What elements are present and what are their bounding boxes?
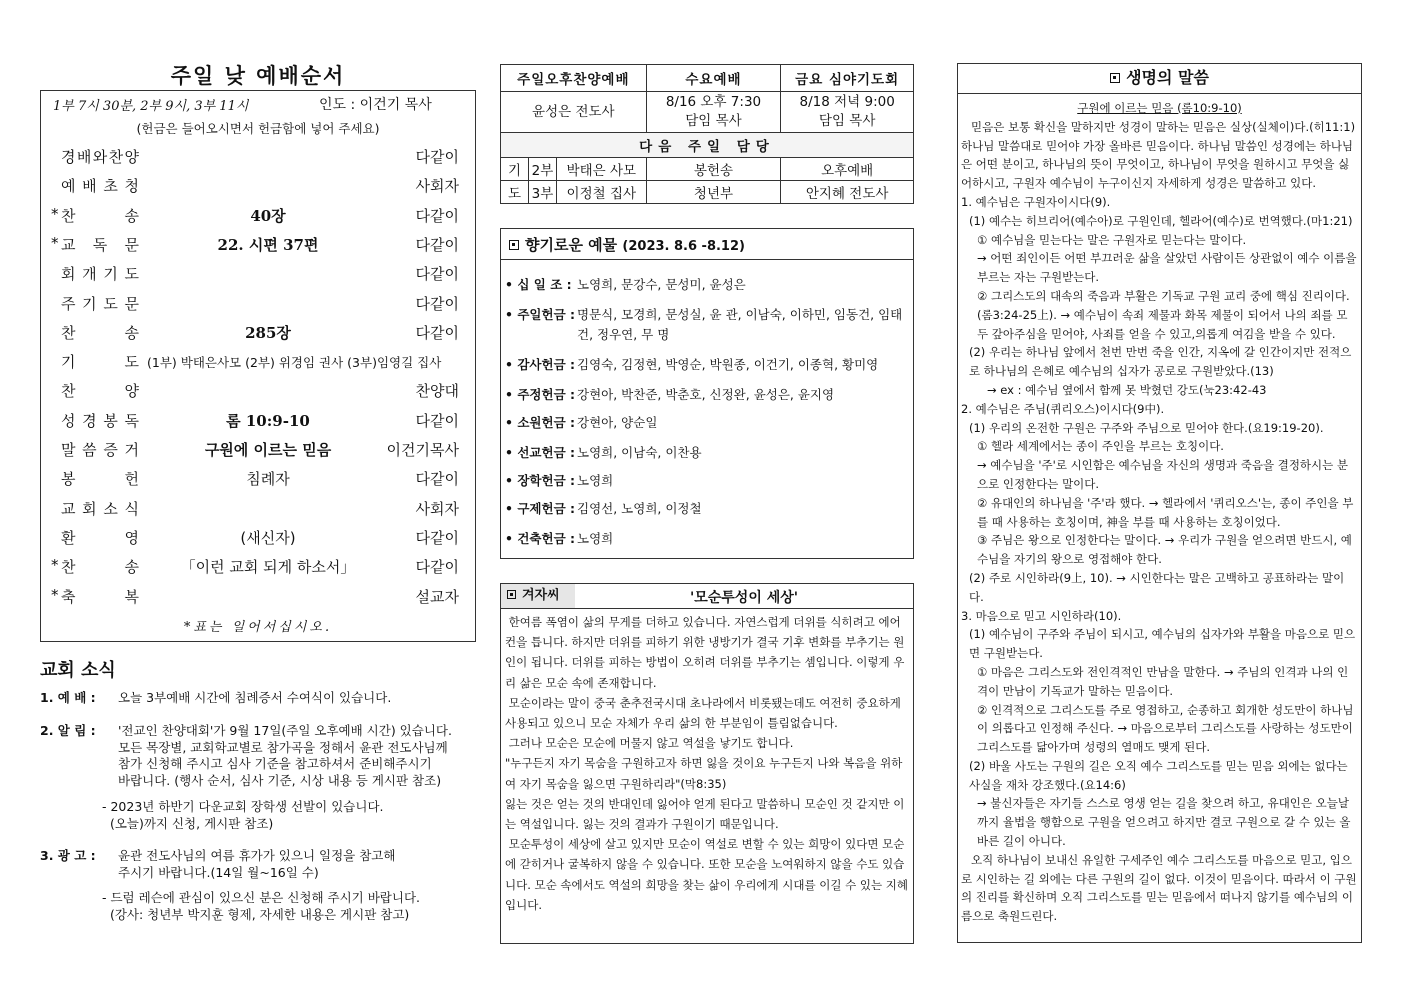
next-sunday-title: 다음 주일 담당: [501, 133, 914, 158]
required-star: *: [51, 204, 59, 223]
mustard-paragraph: "누구든지 자기 목숨을 구원하고자 하면 잃을 것이요 누구든지 나와 복음을 위하여 자기 목숨을 잃으면 구원하리라"(막8:35): [505, 756, 903, 791]
sermon-line: (2) 주로 시인하라(9上, 10). → 시인한다는 말은 고백하고 공표하라는 말이다.: [969, 570, 1345, 604]
duty-service: 2부: [528, 158, 556, 181]
duty-service: 3부: [528, 181, 556, 204]
offering-category: • 건축헌금 :: [505, 531, 575, 546]
schedule-wednesday-leader: 담임 목사: [685, 113, 742, 129]
worship-item-label: 축 복: [61, 587, 139, 606]
sermon-line: ② 인격적으로 그리스도를 주로 영접하고, 순종하고 회개한 성도만이 하나님이 의롭다고 인정해 주신다. → 마음으로부터 그리스도를 사랑하는 성도만이 그리스도를 닮아가며 성령의 열매도 맺게 된다.: [977, 702, 1354, 755]
worship-item-person: 다같이: [415, 265, 459, 284]
worship-row: [41, 407, 475, 435]
offering-category: • 장학헌금 :: [505, 473, 575, 488]
sermon-body: [961, 99, 1358, 926]
news-text: [102, 890, 462, 923]
square-bullet-icon: [1110, 73, 1120, 83]
worship-row: [41, 290, 475, 318]
worship-item-label: 환 영: [61, 528, 139, 547]
duty-name: 박태은 사모: [556, 158, 646, 181]
offering-note: (헌금은 들어오시면서 헌금함에 넣어 주세요): [136, 121, 380, 136]
offering-title-text: 향기로운 예물: [525, 236, 618, 254]
news-label: 2. 알 림 :: [40, 723, 96, 738]
sermon-line: 2. 예수님은 주님(퀴리오스)이시다(9中).: [961, 401, 1165, 416]
schedule-header-sunday: 주일오후찬양예배: [501, 65, 647, 92]
offering-names: 김영선, 노영희, 이정철: [577, 501, 702, 516]
worship-row: [41, 495, 475, 523]
worship-item-label: 찬 양: [61, 382, 139, 401]
news-line: 주시기 바랍니다.(14일 월~16일 수): [118, 864, 319, 880]
worship-leader: 인도 : 이건기 목사: [319, 97, 432, 113]
worship-item-label: 성 경 봉 독: [61, 411, 139, 430]
worship-item-content: 구원에 이르는 믿음: [204, 441, 332, 459]
worship-item-label: 주 기 도 문: [61, 294, 139, 313]
worship-item-person: 다같이: [415, 470, 459, 489]
worship-item-label: 경 배 와 찬 양: [61, 148, 139, 166]
offering-category: • 주일헌금 :: [505, 307, 575, 322]
service-schedule-table: [500, 64, 914, 204]
worship-row: [41, 319, 475, 347]
worship-item-person: 다같이: [415, 294, 459, 313]
news-line: - 드럼 레슨에 관심이 있으신 분은 신청해 주시기 바랍니다.: [102, 890, 420, 905]
offering-period: (2023. 8.6 -8.12): [622, 239, 745, 254]
worship-title: 주일 낮 예배순서: [170, 64, 346, 88]
worship-prayer-leaders: (1부) 박태은사모 (2부) 위경임 권사 (3부)임영길 집사: [147, 355, 442, 371]
offering-box: [500, 228, 914, 559]
mustard-label-text: 겨자씨: [522, 588, 560, 603]
worship-item-label: 예 배 초 청: [61, 177, 139, 196]
sermon-header-title: 생명의 말씀: [1126, 68, 1209, 87]
worship-item-person: 다같이: [415, 558, 459, 577]
schedule-wednesday-cell: [646, 92, 781, 133]
mustard-label: [501, 584, 575, 608]
mustard-header: [501, 584, 913, 609]
worship-row: [41, 348, 475, 376]
worship-item-person: 찬양대: [415, 382, 459, 401]
sermon-line: → 불신자들은 자기들 스스로 영생 얻는 길을 찾으려 하고, 유대인은 오늘날까지 율법을 행함으로 구원을 얻으려고 하지만 결코 구원으로 갈 수 있는 올바른 길이 아니다.: [977, 796, 1351, 849]
duty-name: 이정철 집사: [556, 181, 646, 204]
worship-row: [41, 553, 475, 581]
news-line: 오늘 3부예배 시간에 침례증서 수여식이 있습니다.: [118, 690, 392, 705]
worship-item-person: 다같이: [415, 411, 459, 430]
sermon-line: (2) 바울 사도는 구원의 길은 오직 예수 그리스도를 믿는 믿음 외에는 없다는 사실을 재차 강조했다.(요14:6): [969, 758, 1348, 792]
worship-item-content: 「이런 교회 되게 하소서」: [180, 558, 356, 577]
mustard-paragraph: 그러나 모순은 모순에 머물지 않고 역설을 낳기도 합니다.: [505, 736, 794, 751]
schedule-wednesday-time: 8/16 오후 7:30: [665, 94, 762, 110]
offering-names: 강현아, 양순일: [577, 415, 658, 430]
offering-header: [501, 229, 913, 260]
worship-item-label: 회 개 기 도: [61, 265, 139, 284]
sermon-line: → 어떤 죄인이든 어떤 부끄러운 삶을 살았던 사람이든 상관없이 예수 이름을 부르는 자는 구원받는다.: [977, 251, 1357, 285]
worship-row: [41, 231, 475, 259]
news-label: 1. 예 배 :: [40, 690, 96, 705]
sermon-line: 3. 마음으로 믿고 시인하라(10).: [961, 608, 1122, 623]
mustard-seed-box: [500, 583, 914, 944]
worship-item-label: 교 회 소 식: [61, 499, 139, 518]
mustard-paragraph: 모순이라는 말이 중국 춘추전국시대 초나라에서 비롯됐는데도 여전히 중요하게 사용되고 있으니 모순 자체가 우리 삶의 한 부분임이 틀림없습니다.: [505, 695, 905, 731]
offering-category: • 감사헌금 :: [505, 357, 575, 372]
worship-item-person: 이건기목사: [386, 441, 459, 459]
sermon-line: ② 그리스도의 대속의 죽음과 부활은 기독교 구원 교리 중에 핵심 진리이다.(롬3:24-25上). → 예수님이 속죄 제물과 화목 제물이 되어서 나의 죄를 모두 갚아주심을 믿어야, 사죄를 얻을 수 있고,의롭게 여김을 받을 수 있다.: [977, 288, 1350, 341]
sermon-line: 1. 예수님은 구원자이시다(9).: [961, 194, 1111, 209]
news-line: (강사: 청년부 박지훈 형제, 자세한 내용은 게시판 참고): [102, 906, 410, 922]
duty-offering: 봉헌송: [646, 158, 781, 181]
worship-row: [41, 202, 475, 230]
offering-names: 명문식, 모경희, 문성실, 윤 관, 이남숙, 이하민, 임동건, 임태건, 정우연, 무 명: [577, 307, 903, 342]
schedule-friday-cell: [781, 92, 914, 133]
church-news-title: 교회 소식: [40, 660, 116, 681]
worship-item-content: 285장: [245, 323, 291, 342]
offering-names: 노영희, 이남숙, 이찬용: [577, 445, 702, 460]
offering-category: • 구제헌금 :: [505, 501, 575, 516]
schedule-header-friday: 금요 심야기도회: [781, 65, 914, 92]
offering-category: • 선교헌금 :: [505, 445, 575, 460]
offering-title: [509, 234, 745, 255]
sermon-line: (2) 우리는 하나님 앞에서 천번 만번 죽을 인간, 지옥에 갈 인간이지만 전적으로 하나님의 은혜로 예수님의 십자가 공로로 구원받았다.(13): [969, 345, 1352, 379]
worship-item-person: 다같이: [415, 148, 459, 166]
worship-row: [41, 377, 475, 405]
worship-item-person: 사회자: [415, 499, 459, 518]
offering-names: 노영희: [577, 473, 614, 488]
schedule-friday-leader: 담임 목사: [818, 113, 876, 129]
worship-item-label: 찬 송: [61, 206, 139, 225]
schedule-friday-time: 8/18 저녁 9:00: [799, 94, 895, 110]
worship-item-content: 22. 시편 37편: [217, 235, 319, 254]
service-times: 1부 7시 30분, 2부 9시, 3부 11시: [53, 99, 249, 114]
news-text: [118, 690, 478, 707]
sermon-line: 오직 하나님이 보내신 유일한 구세주인 예수 그리스도를 마음으로 믿고, 입으로 시인하는 길 외에는 다른 구원의 길이 없다. 이것이 믿음이다. 따라서 이 구원의 진리를 확신하며 오직 그리스도를 믿는 믿음에서 떠나지 않기를 예수님의 이름으로 축원드린다.: [961, 852, 1357, 924]
square-bullet-icon: [507, 590, 516, 599]
news-line: 참가 신청해 주시고 심사 기준을 참고하셔서 준비해주시기: [118, 756, 432, 771]
worship-order-box: [40, 90, 476, 642]
offering-category: • 주정헌금 :: [505, 387, 575, 402]
worship-item-label: 찬 송: [61, 558, 139, 577]
sermon-line: (1) 예수님이 구주와 주님이 되시고, 예수님의 십자가와 부활을 마음으로 믿으면 구원받는다.: [969, 627, 1356, 661]
mustard-paragraph: 모순투성이 세상에 살고 있지만 모순이 역설로 변할 수 있는 희망이 있다면 모순에 갇히거나 굴복하지 않을 수 있습니다. 또한 모순을 노여워하지 않을 수도 있습니다. 모순 속에서도 역설의 희망을 찾는 삶이 우리에게 시대를 이길 수 있는 지혜입니다.: [505, 837, 909, 912]
sermon-line: ② 유대인의 하나님을 '주'라 했다. → 헬라에서 '퀴리오스'는, 종이 주인을 부를 때 사용하는 호칭이며, 神을 부를 때 사용하는 호칭이었다.: [977, 495, 1354, 529]
worship-item-content: 침례자: [246, 470, 290, 489]
worship-item-content: 롬 10:9-10: [226, 411, 310, 430]
standing-note: *표는 일어서십시오.: [183, 620, 333, 635]
mustard-paragraph: 잃는 것은 얻는 것의 반대인데 잃어야 얻게 된다고 말씀하니 모순인 것 같지만 이는 역설입니다. 잃는 것의 결과가 구원이기 때문입니다.: [505, 796, 905, 832]
news-line: 바랍니다. (행사 순서, 심사 기준, 시상 내용 등 게시판 참조): [118, 772, 442, 788]
duty-label-1: 기: [501, 158, 529, 181]
sermon-line: ① 예수님을 믿는다는 말은 구원자로 믿는다는 말이다.: [977, 232, 1247, 247]
worship-row: [41, 465, 475, 493]
news-text: [118, 723, 478, 789]
sermon-line: ① 헬라 세계에서는 종이 주인을 부르는 호칭이다.: [977, 439, 1224, 454]
duty-label-2: 도: [501, 181, 529, 204]
duty-evening: 안지혜 전도사: [781, 181, 914, 204]
sermon-line: → ex : 예수님 옆에서 함께 못 박혔던 강도(눅23:42-43: [987, 382, 1267, 397]
worship-row: [41, 143, 475, 171]
news-line: 윤관 전도사님의 여름 휴가가 있으니 일정을 참고해: [118, 848, 396, 863]
mustard-title: '모순투성이 세상': [689, 590, 799, 606]
worship-row: [41, 583, 475, 611]
offering-category: • 십 일 조 :: [505, 277, 572, 292]
required-star: *: [51, 556, 59, 575]
mustard-body: [505, 612, 909, 915]
news-text: [102, 799, 462, 832]
news-text: [118, 848, 478, 881]
worship-item-person: 다같이: [415, 528, 459, 547]
worship-item-person: 다같이: [415, 206, 459, 225]
mustard-paragraph: 한여름 폭염이 삶의 무게를 더하고 있습니다. 자연스럽게 더위를 식히려고 에어컨을 틉니다. 하지만 더위를 피하기 위한 냉방기가 결국 기후 변화를 부추기는 원인이 됩니다. 더위를 피하는 방법이 오히려 더위를 부추기는 셈입니다. 이렇게 우리 삶은 모순 속에 존재합니다.: [505, 615, 905, 690]
square-bullet-icon: [509, 240, 519, 250]
sermon-line: (1) 예수는 히브리어(예수아)로 구원인데, 헬라어(예수)로 번역했다.(마1:21): [969, 213, 1353, 228]
sermon-line: ③ 주님은 왕으로 인정한다는 말이다. → 우리가 구원을 얻으려면 반드시, 예수님을 자기의 왕으로 영접해야 한다.: [977, 533, 1352, 567]
schedule-header-wednesday: 수요예배: [646, 65, 781, 92]
worship-item-person: 사회자: [415, 177, 459, 196]
worship-item-person: 다같이: [415, 323, 459, 342]
duty-evening: 오후예배: [781, 158, 914, 181]
sermon-header: [958, 64, 1361, 94]
duty-offering: 청년부: [646, 181, 781, 204]
worship-item-label: 봉 헌: [61, 470, 139, 489]
required-star: *: [51, 585, 59, 604]
required-star: *: [51, 233, 59, 252]
news-line: - 2023년 하반기 다운교회 장학생 선발이 있습니다.: [102, 799, 384, 814]
offering-names: 노영희, 문강수, 문성미, 윤성은: [577, 277, 746, 292]
worship-item-person: 설교자: [415, 587, 459, 606]
news-line: (오늘)까지 신청, 게시판 참조): [102, 815, 274, 831]
sermon-line: (1) 우리의 온전한 구원은 구주와 주님으로 믿어야 한다.(요19:19-20).: [969, 420, 1324, 435]
worship-row: [41, 436, 475, 464]
worship-item-label: 교 독 문: [61, 235, 139, 254]
schedule-sunday-leader: 윤성은 전도사: [501, 92, 647, 133]
news-line: '전교인 찬양대회'가 9월 17일(주일 오후예배 시간) 있습니다.: [118, 723, 452, 738]
worship-item-label: 말 씀 증 거: [61, 441, 139, 459]
worship-item-content: 40장: [250, 206, 286, 225]
offering-names: 김영숙, 김정현, 박영순, 박원종, 이건기, 이종혁, 황미영: [577, 357, 879, 372]
sermon-line: 믿음은 보통 확신을 말하지만 성경이 말하는 믿음은 실상(실체이)다.(히11:1) 하나님 말씀대로 믿어야 가장 올바른 믿음이다. 하나님 말씀인 성경에는 하나님은 어떤 분이고, 하나님의 뜻이 무엇이고, 하나님이 무엇을 원하시고 무엇을 싫어하시고, 구원자 예수님이 누구이신지 자세하게 성경은 말씀하고 있다.: [961, 119, 1356, 191]
sermon-line: ① 마음은 그리스도와 전인격적인 만남을 말한다. → 주님의 인격과 나의 인격이 만남이 기독교가 말하는 믿음이다.: [977, 664, 1349, 698]
offering-category: • 소원헌금 :: [505, 415, 575, 430]
sermon-box: [957, 63, 1362, 943]
news-line: 모든 목장별, 교회학교별로 참가곡을 정해서 윤관 전도사님께: [118, 739, 448, 755]
worship-row: [41, 172, 475, 200]
worship-row: [41, 260, 475, 288]
news-label: 3. 광 고 :: [40, 848, 96, 863]
sermon-line: → 예수님을 '주'로 시인함은 예수님을 자신의 생명과 죽음을 결정하시는 분으로 인정한다는 말이다.: [977, 458, 1349, 491]
worship-item-person: 다같이: [415, 235, 459, 254]
sermon-subtitle: 구원에 이르는 믿음 (롬10:9-10): [1077, 101, 1242, 115]
worship-item-content: (새신자): [240, 528, 296, 547]
worship-row: [41, 524, 475, 552]
offering-names: 노영희: [577, 531, 614, 546]
offering-names: 강현아, 박찬준, 박춘호, 신정완, 윤성은, 윤지영: [577, 387, 835, 402]
worship-item-label: 기 도: [61, 353, 139, 372]
worship-item-label: 찬 송: [61, 323, 139, 342]
